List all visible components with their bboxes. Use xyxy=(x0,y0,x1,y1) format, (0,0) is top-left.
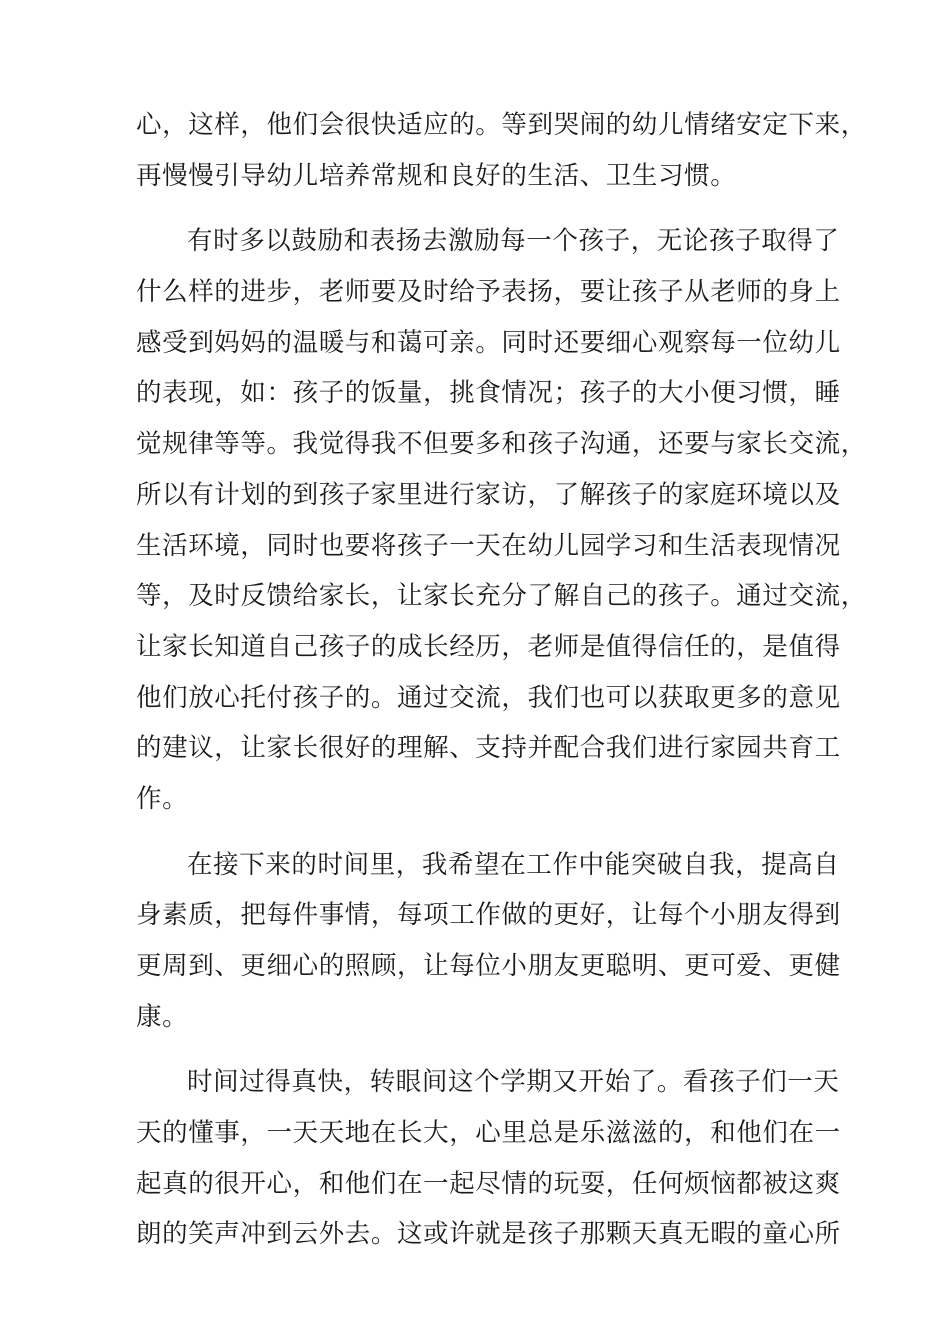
text-line: 朗的笑声冲到云外去。这或许就是孩子那颗天真无暇的童心所 xyxy=(136,1219,841,1250)
text-line: 在接下来的时间里，我希望在工作中能突破自我，提高自 xyxy=(187,849,840,880)
text-line: 感受到妈妈的温暖与和蔼可亲。同时还要细心观察每一位幼儿 xyxy=(136,327,841,358)
text-line: 心，这样，他们会很快适应的。等到哭闹的幼儿情绪安定下来， xyxy=(136,110,867,140)
text-line: 再慢慢引导幼儿培养常规和良好的生活、卫生习惯。 xyxy=(136,160,737,191)
paragraph-spacer xyxy=(136,201,836,216)
text-line: 什么样的进步，老师要及时给予表扬，要让孩子从老师的身上 xyxy=(136,277,841,308)
text-line: 时间过得真快，转眼间这个学期又开始了。看孩子们一天 xyxy=(187,1067,840,1098)
text-line: 康。 xyxy=(136,1001,189,1032)
text-line: 作。 xyxy=(136,783,189,814)
paragraph xyxy=(136,216,867,824)
paragraph-spacer xyxy=(136,825,836,840)
text-line: 更周到、更细心的照顾，让每位小朋友更聪明、更可爱、更健 xyxy=(136,951,841,981)
paragraph xyxy=(136,840,841,1043)
text-line: 的表现，如：孩子的饭量，挑食情况；孩子的大小便习惯，睡 xyxy=(136,378,841,409)
text-line: 起真的很开心，和他们在一起尽情的玩耍，任何烦恼都被这爽 xyxy=(136,1168,841,1199)
paragraph xyxy=(136,100,867,201)
text-line: 生活环境，同时也要将孩子一天在幼儿园学习和生活表现情况 xyxy=(136,530,841,561)
paragraph xyxy=(136,1057,841,1260)
text-line: 有时多以鼓励和表扬去激励每一个孩子，无论孩子取得了 xyxy=(187,226,840,257)
text-line: 他们放心托付孩子的。通过交流，我们也可以获取更多的意见 xyxy=(136,682,841,713)
text-line: 身素质，把每件事情，每项工作做的更好，让每个小朋友得到 xyxy=(136,900,841,931)
body-text xyxy=(136,100,867,1260)
paragraph-spacer xyxy=(136,1042,836,1057)
text-line: 的建议，让家长很好的理解、支持并配合我们进行家园共育工 xyxy=(136,733,841,764)
text-line: 觉规律等等。我觉得我不但要多和孩子沟通，还要与家长交流， xyxy=(136,429,867,460)
text-line: 让家长知道自己孩子的成长经历，老师是值得信任的，是值得 xyxy=(136,631,841,662)
text-line: 等，及时反馈给家长，让家长充分了解自己的孩子。通过交流， xyxy=(136,581,867,612)
text-line: 天的懂事，一天天地在长大，心里总是乐滋滋的，和他们在一 xyxy=(136,1118,841,1149)
text-line: 所以有计划的到孩子家里进行家访，了解孩子的家庭环境以及 xyxy=(136,479,841,510)
